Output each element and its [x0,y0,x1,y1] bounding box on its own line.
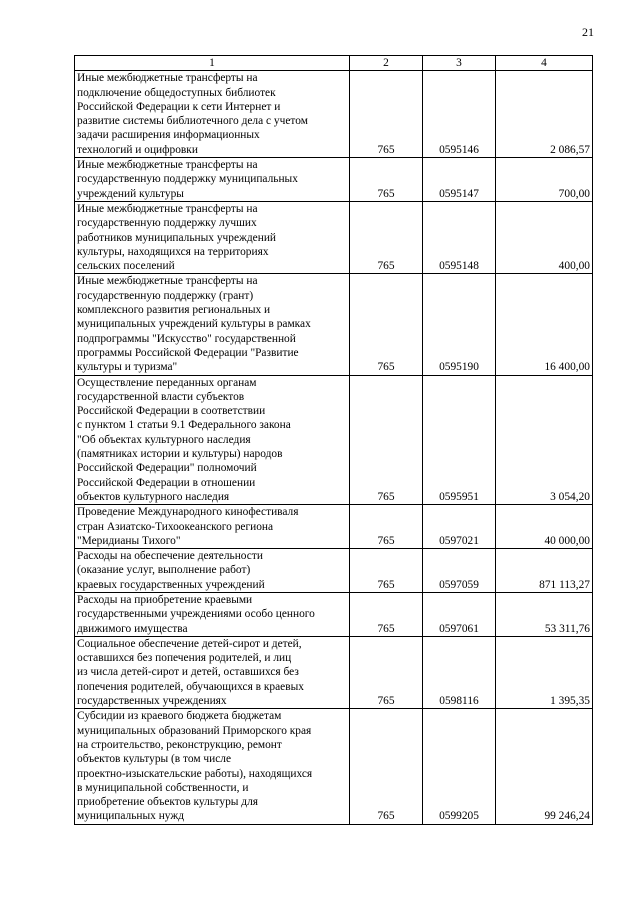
row-ministry-code: 765 [350,549,423,593]
row-amount: 871 113,27 [496,549,593,593]
description-line: Социальное обеспечение детей-сирот и детей, [77,637,302,650]
row-ministry-code: 765 [350,636,423,708]
row-ministry-code: 765 [350,158,423,202]
description-line: муниципальных учреждений культуры в рамках [77,318,311,331]
row-description [75,201,350,273]
row-amount: 400,00 [496,201,593,273]
row-amount: 700,00 [496,158,593,202]
row-description [75,375,350,505]
row-target-code: 0595147 [423,158,496,202]
table-row [75,636,593,708]
description-line: Расходы на приобретение краевыми [77,593,253,606]
description-line: объектов культуры (в том числе [77,753,232,766]
description-line: программы Российской Федерации "Развитие [77,346,299,359]
description-line: Российской Федерации к сети Интернет и [77,100,281,113]
row-amount: 40 000,00 [496,505,593,549]
table-header-row [75,56,593,71]
row-ministry-code: 765 [350,375,423,505]
row-target-code: 0595951 [423,375,496,505]
row-description [75,274,350,375]
row-amount: 2 086,57 [496,71,593,158]
description-line: комплексного развития региональных и [77,304,271,317]
description-line: Иные межбюджетные трансферты на [77,275,258,288]
description-line: проектно-изыскательские работы), находящихся [77,767,313,780]
row-ministry-code: 765 [350,274,423,375]
description-line: объектов культурного наследия [77,490,230,503]
description-line: культуры, находящихся на территориях [77,245,269,258]
description-line: Расходы на обеспечение деятельности [77,550,263,563]
row-amount: 16 400,00 [496,274,593,375]
row-target-code: 0597021 [423,505,496,549]
description-line: сельских поселений [77,260,175,273]
row-ministry-code: 765 [350,709,423,824]
description-line: с пунктом 1 статьи 9.1 Федерального закона [77,419,291,432]
table-row [75,505,593,549]
table-row [75,549,593,593]
description-line: Осуществление переданных органам [77,376,257,389]
table-row [75,709,593,824]
column-header-1: 1 [75,56,350,71]
row-description [75,71,350,158]
description-line: работников муниципальных учреждений [77,231,277,244]
description-line: технологий и оцифровки [77,143,198,156]
description-line: государственную поддержку (грант) [77,289,254,302]
row-amount: 3 054,20 [496,375,593,505]
row-target-code: 0597061 [423,592,496,636]
row-target-code: 0599205 [423,709,496,824]
description-line: муниципальных образований Приморского края [77,724,312,737]
row-amount: 99 246,24 [496,709,593,824]
row-target-code: 0595148 [423,201,496,273]
description-line: Иные межбюджетные трансферты на [77,159,258,172]
description-line: государственную поддержку лучших [77,217,257,230]
table-row [75,158,593,202]
description-line: муниципальных нужд [77,810,185,823]
row-target-code: 0595146 [423,71,496,158]
table-row [75,592,593,636]
description-line: движимого имущества [77,622,188,635]
description-line: государственными учреждениями особо ценного [77,608,315,621]
column-header-4: 4 [496,56,593,71]
description-line: попечения родителей, обучающихся в краевых [77,680,304,693]
description-line: государственных учреждениях [77,695,227,708]
description-line: Российской Федерации в отношении [77,476,256,489]
description-line: краевых государственных учреждений [77,578,265,591]
row-ministry-code: 765 [350,201,423,273]
table-row [75,71,593,158]
row-ministry-code: 765 [350,71,423,158]
description-line: на строительство, реконструкцию, ремонт [77,738,282,751]
row-ministry-code: 765 [350,592,423,636]
description-line: стран Азиатско-Тихоокеанского региона [77,520,274,533]
row-description [75,709,350,824]
description-line: Иные межбюджетные трансферты на [77,72,258,85]
description-line: (оказание услуг, выполнение работ) [77,564,251,577]
row-description [75,592,350,636]
row-amount: 53 311,76 [496,592,593,636]
description-line: в муниципальной собственности, и [77,781,249,794]
table-row [75,274,593,375]
page-number: 21 [582,25,594,39]
description-line: "Об объектах культурного наследия [77,433,251,446]
row-description [75,505,350,549]
description-line: оставшихся без попечения родителей, и лиц [77,652,292,665]
description-line: государственную поддержку муниципальных [77,173,298,186]
description-line: культуры и туризма" [77,361,178,374]
description-line: задачи расширения информационных [77,129,260,142]
table-body [75,71,593,824]
description-line: учреждений культуры [77,187,184,200]
description-line: Российской Федерации в соответствии [77,405,266,418]
table-row [75,201,593,273]
column-header-3: 3 [423,56,496,71]
description-line: Российской Федерации" полномочий [77,462,257,475]
row-target-code: 0595190 [423,274,496,375]
description-line: Субсидии из краевого бюджета бюджетам [77,710,282,723]
row-ministry-code: 765 [350,505,423,549]
row-target-code: 0598116 [423,636,496,708]
row-description [75,636,350,708]
row-description [75,158,350,202]
row-amount: 1 395,35 [496,636,593,708]
description-line: развитие системы библиотечного дела с учетом [77,115,308,128]
row-description [75,549,350,593]
description-line: (памятниках истории и культуры) народов [77,448,283,461]
description-line: подпрограммы "Искусство" государственной [77,332,296,345]
description-line: государственной власти субъектов [77,390,245,403]
description-line: "Меридианы Тихого" [77,534,181,547]
description-line: Проведение Международного кинофестиваля [77,506,299,519]
description-line: подключение общедоступных библиотек [77,86,276,99]
column-header-2: 2 [350,56,423,71]
table-row [75,375,593,505]
description-line: Иные межбюджетные трансферты на [77,202,258,215]
row-target-code: 0597059 [423,549,496,593]
description-line: из числа детей-сирот и детей, оставшихся без [77,666,299,679]
description-line: приобретение объектов культуры для [77,796,258,809]
budget-table [74,55,593,825]
